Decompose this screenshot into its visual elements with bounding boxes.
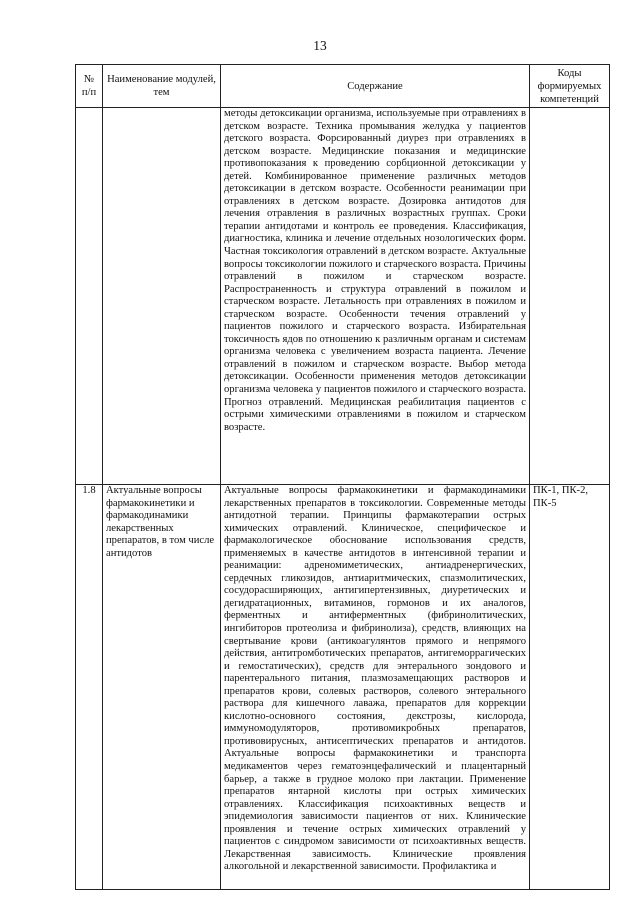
table-row bbox=[76, 485, 610, 890]
row-content bbox=[221, 485, 530, 890]
row-content-text: Актуальные вопросы фармакокинетики и фармакодинамики лекарственных препаратов в токсикологии. Современные методы антидотной терапии. Принципы фармакотерапии острых химических отравлений. Клиническое, специфическое и фармакологическое обоснование использования средств, применяемых в качестве антидотов в интенсивной терапии и реанимации: адреномиметических, антиадренергических, сердечных гликозидов, антиаритмических, спазмолитических, сосудорасширяющих, антигипертензивных, диуретических и дегидратационных, витаминов, гормонов и их аналогов, ферментных и антиферментных (фибринолитических, ингибиторов протеолиза и фибринолиза), средств, влияющих на свертывание крови (антикоагулянтов прямого и непрямого действия, антитромботических препаратов, антигеморрагических и гемостатических), средств для энтерального зондового и парентерального питания, плазмозамещающих растворов и препаратов крови, солевых растворов, солевого энтерального раствора для кишечного лаважа, препаратов для коррекции кислотно-основного состояния, декстрозы, кислорода, иммуномодуляторов, противомикробных препаратов, противовирусных, антисептических препаратов и антидотов. Актуальные вопросы фармакокинетики и транспорта медикаментов через гематоэнцефалический и плацентарный барьер, а также в грудное молоко при лактации. Применение препаратов янтарной кислоты при острых химических отравлениях. Классификация психоактивных веществ и эпидемиология зависимости пациентов от них. Клинические проявления и течение острых химических отравлений у пациентов с синдромом зависимости от психоактивных веществ. Лекарственная зависимость. Клинические проявления алкогольной и лекарственной зависимости. Профилактика и bbox=[224, 485, 526, 873]
row-module bbox=[103, 108, 221, 485]
row-codes: ПК-1, ПК-2, ПК-5 bbox=[530, 485, 610, 890]
row-num: 1.8 bbox=[76, 485, 103, 890]
row-num bbox=[76, 108, 103, 485]
curriculum-table bbox=[75, 64, 610, 890]
page-number: 13 bbox=[313, 38, 327, 53]
row-module: Актуальные вопросы фармакокинетики и фармакодинамики лекарственных препаратов, в том числе антидотов bbox=[103, 485, 221, 890]
header-module: Наименование модулей, тем bbox=[103, 65, 221, 108]
table-row bbox=[76, 108, 610, 485]
header-content: Содержание bbox=[221, 65, 530, 108]
header-codes: Коды формируемых компетенций bbox=[530, 65, 610, 108]
table-header-row bbox=[76, 65, 610, 108]
row-content-text: методы детоксикации организма, используемые при отравлениях в детском возрасте. Техника промывания желудка у пациентов детского возраста. Форсированный диурез при отравлениях в детском возрасте. Медицинские показания и медицинские противопоказания к проведению сорбционной детоксикации у детей. Комбинированное применение различных методов детоксикации в детском возрасте. Особенности реанимации при отравлениях в детском возрасте. Дозировка антидотов для лечения отравления в различных возрастных группах. Сроки терапии антидотами и контроль ее проведения. Классификация, диагностика, клиника и лечение отдельных нозологических форм. Частная токсикология отравлений в детском возрасте. Актуальные вопросы токсикологии пожилого и старческого возраста. Причины отравлений в пожилом и старческом возрасте. Распространенность и структура отравлений в пожилом и старческом возрасте. Летальность при отравлениях в пожилом и старческом возрасте. Особенности течения отравлений у пациентов пожилого и старческого возраста. Избирательная токсичность ядов по отношению к различным органам и системам организма человека с увеличением возраста пациента. Лечение отравлений в пожилом и старческом возрасте. Выбор метода детоксикации. Особенности применения методов детоксикации организма человека у пациентов пожилого и старческого возраста. Прогноз отравлений. Медицинская реабилитация пациентов с острыми химическими отравлениями в пожилом и старческом возрасте. bbox=[224, 108, 526, 433]
row-codes bbox=[530, 108, 610, 485]
header-num: № п/п bbox=[76, 65, 103, 108]
row-content bbox=[221, 108, 530, 485]
